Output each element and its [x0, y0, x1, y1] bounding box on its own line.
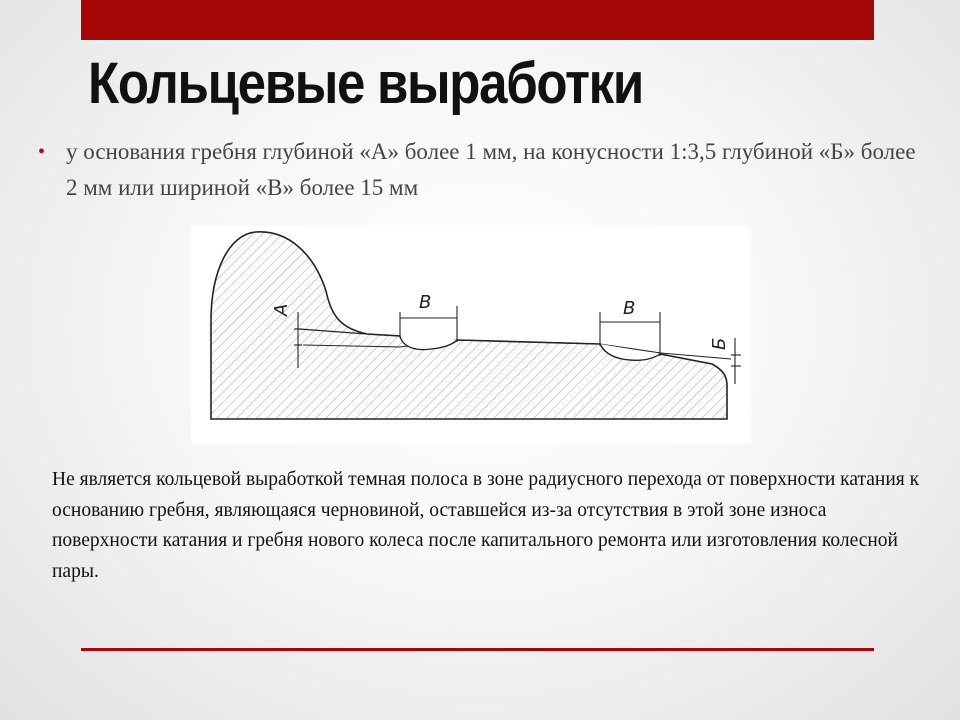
note-paragraph: Не является кольцевой выработкой темная полоса в зоне радиусного перехода от поверхности катания к основанию гребня, являющаяся черновиной, оставшейся из-за отсутствия в этой зоне износа поверхности катания и гребня нового колеса после капитального ремонта или изготовления колесной пары. [52, 469, 920, 582]
label-v1: В [419, 292, 432, 313]
bullet-text: у основания гребня глубиной «А» более 1 мм, на конусности 1:3,5 глубиной «Б» более 2 мм или шириной «В» более 15 мм [66, 139, 916, 200]
label-a: А [271, 303, 292, 316]
label-v2: В [623, 298, 636, 319]
top-accent-bar [81, 0, 874, 40]
wheel-profile-section [211, 232, 727, 419]
label-b: Б [709, 337, 730, 350]
wheel-profile-diagram [191, 226, 751, 444]
bullet-icon: • [38, 141, 46, 163]
bullet-item [38, 134, 918, 206]
bottom-divider [81, 648, 874, 651]
slide-title: Кольцевые выработки [88, 51, 643, 116]
